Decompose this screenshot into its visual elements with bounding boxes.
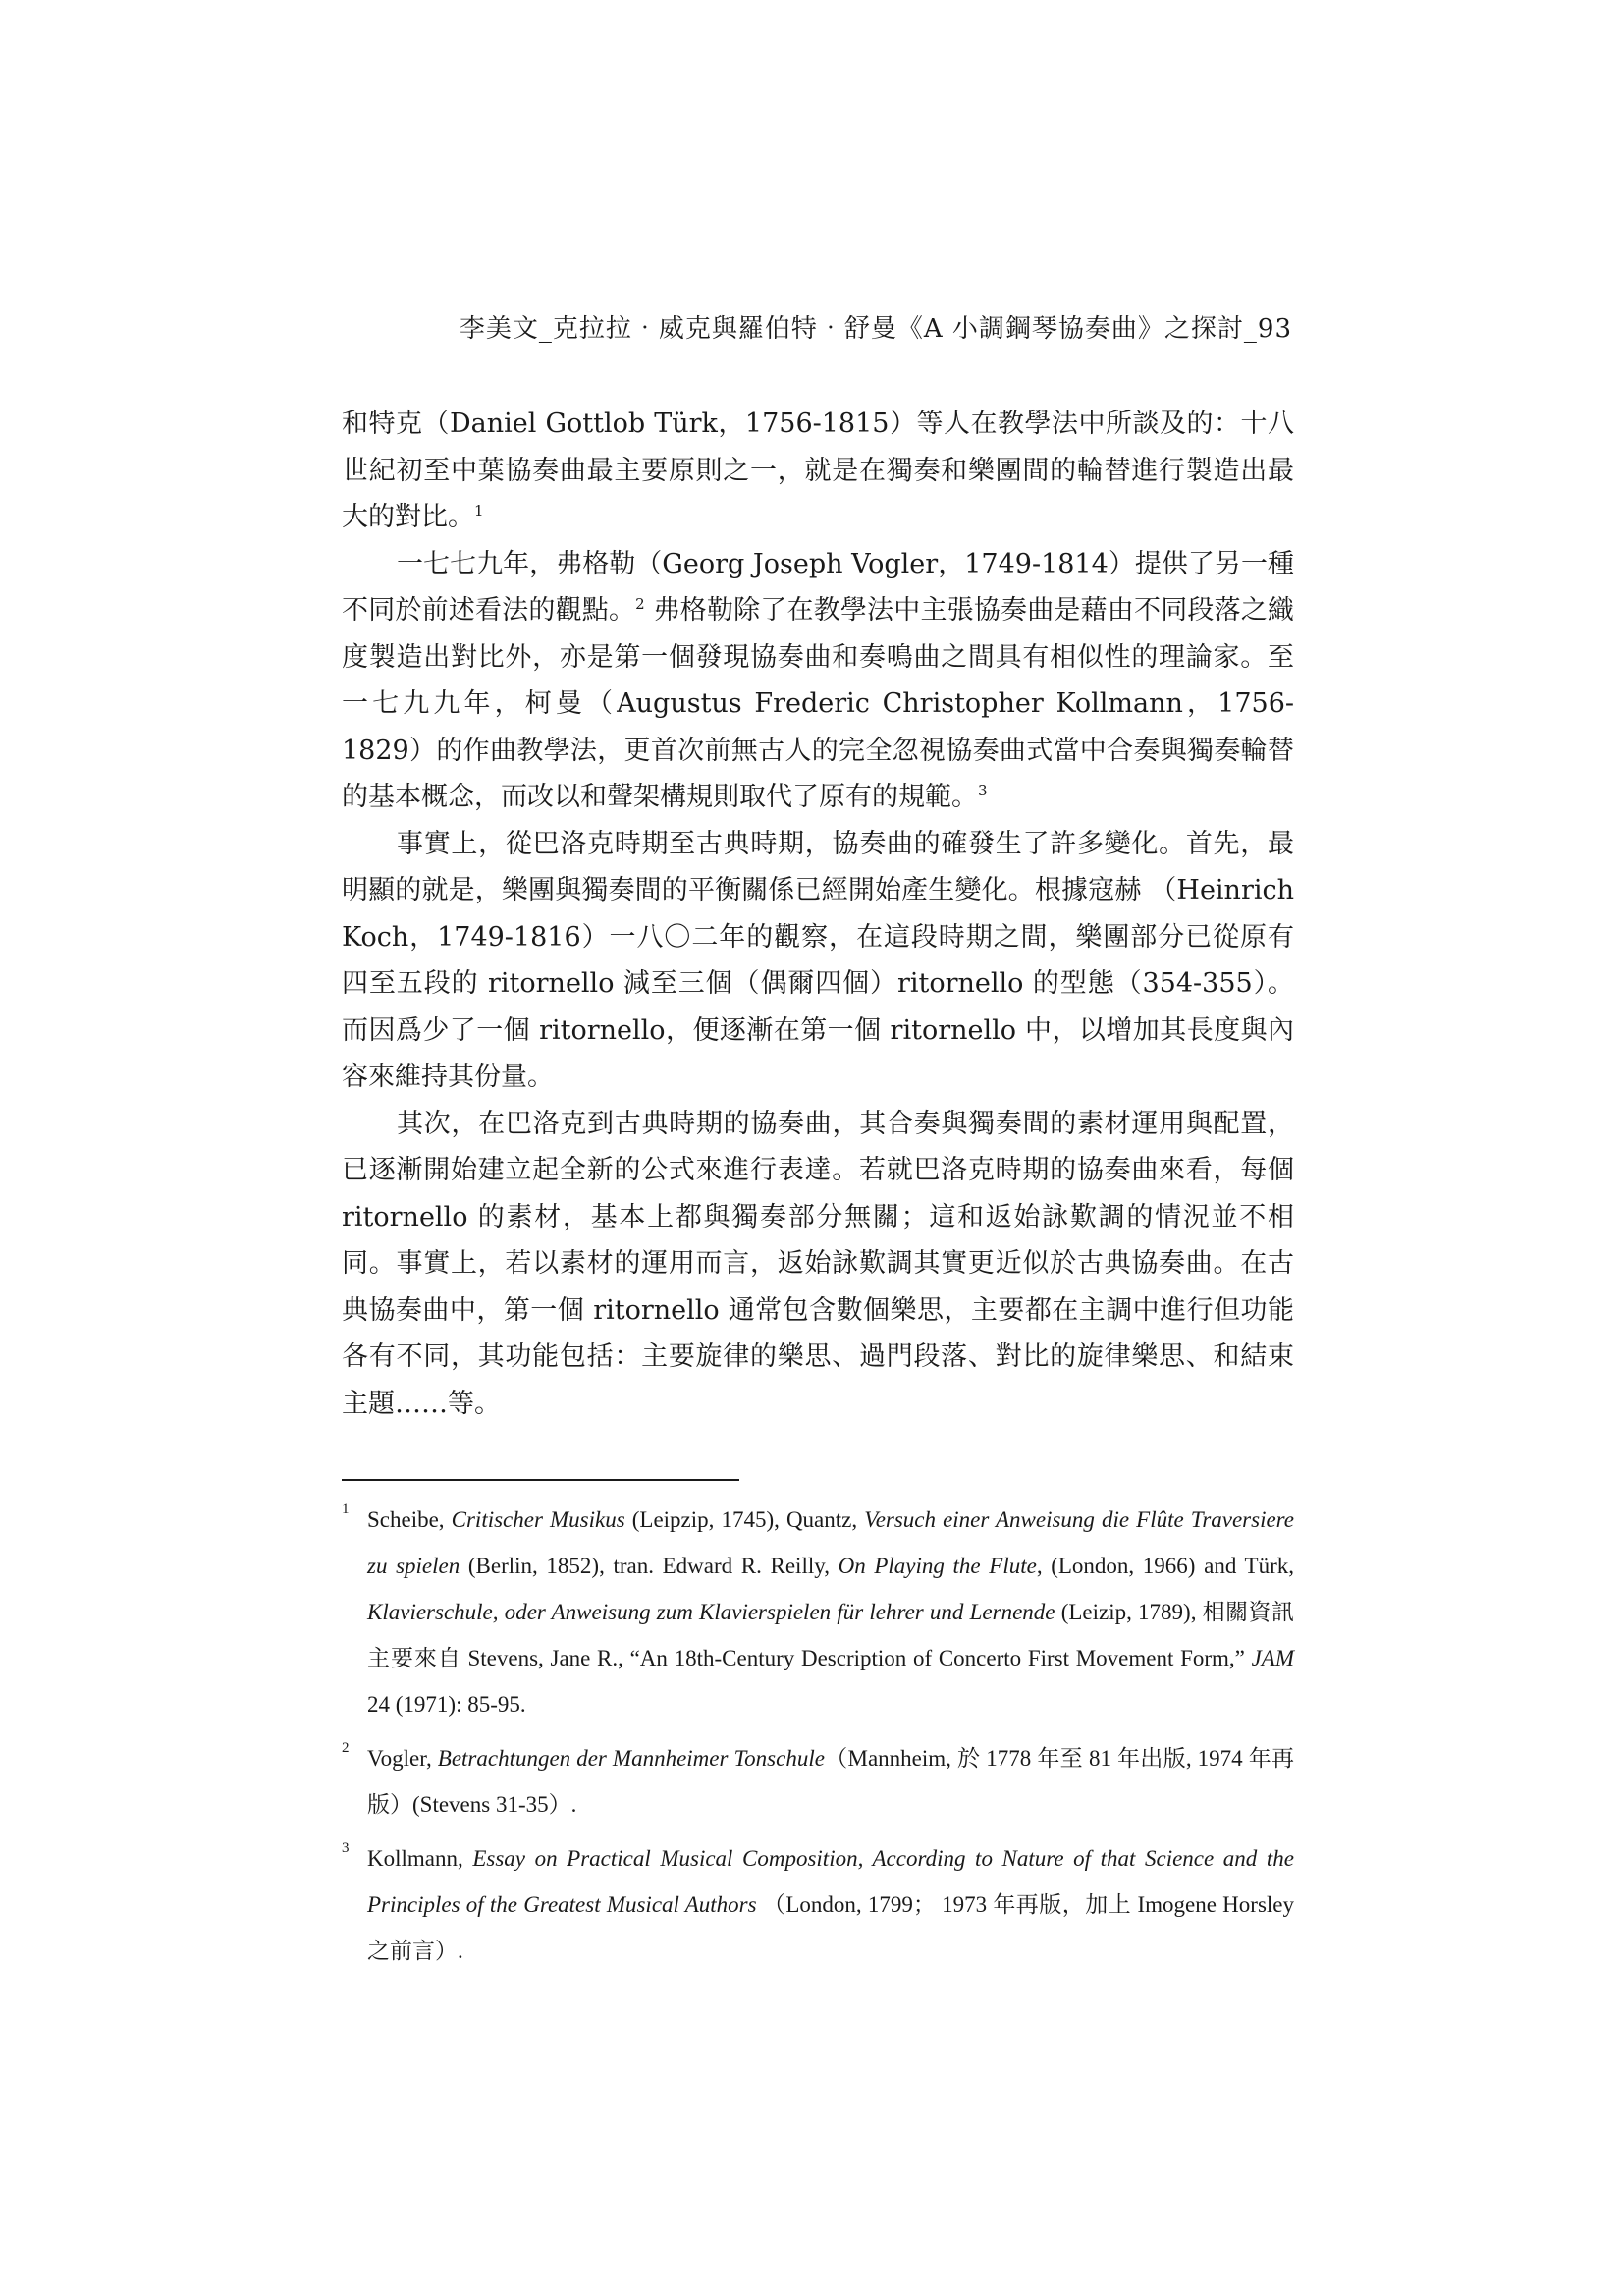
footnote-1 [342, 1497, 1294, 1727]
paragraph-1-text: 和特克（Daniel Gottlob Türk，1756-1815）等人在教學法中所談及的：十八世紀初至中葉協奏曲最主要原則之一，就是在獨奏和樂團間的輪替進行製造出最大的對比。 [342, 409, 1294, 532]
footnote-ref-1[interactable]: 1 [474, 502, 484, 519]
footnote-text: Vogler, [367, 1746, 438, 1771]
footnote-title: Essay on Practical Musical Composition, According to Nature of that Science and the Principles of the Greatest Musical Authors [367, 1846, 1294, 1917]
footnote-text: , (London, 1966) and Türk, [1036, 1554, 1294, 1578]
paragraph-4-text: 其次，在巴洛克到古典時期的協奏曲，其合奏與獨奏間的素材運用與配置，已逐漸開始建立起全新的公式來進行表達。若就巴洛克時期的協奏曲來看，每個 ritornello 的素材，基本上都與獨奏部分無關；這和返始詠歎調的情況並不相同。事實上，若以素材的運用而言，返始詠歎調其實更近似於古典協奏曲。在古典協奏曲中，第一個 ritornello 通常包含數個樂思，主要都在主調中進行但功能各有不同，其功能包括：主要旋律的樂思、過門段落、對比的旋律樂思、和結束主題……等。 [342, 1108, 1294, 1419]
footnote-number: 2 [342, 1740, 350, 1756]
footnote-title: On Playing the Flute [838, 1554, 1037, 1578]
footnote-text: （London, 1799； 1973 年再版，加上 Imogene Horsley 之前言）. [367, 1892, 1294, 1963]
paragraph-3-text: 事實上，從巴洛克時期至古典時期，協奏曲的確發生了許多變化。首先，最明顯的就是，樂團與獨奏間的平衡關係已經開始產生變化。根據寇赫 （Heinrich Koch，1749-1816）一八〇二年的觀察，在這段時期之間，樂團部分已從原有四至五段的 ritornello 減至三個（偶爾四個）ritornello 的型態（354-355）。而因爲少了一個 ritornello，便逐漸在第一個 ritornello 中，以增加其長度與內容來維持其份量。 [342, 828, 1294, 1092]
footnote-number: 3 [342, 1840, 350, 1856]
running-header: 李美文_克拉拉‧威克與羅伯特‧舒曼《A 小調鋼琴協奏曲》之探討_93 [459, 314, 1292, 344]
footnote-title: Klavierschule, oder Anweisung zum Klavierspielen für lehrer und Lernende [367, 1600, 1055, 1624]
footnote-text: (Berlin, 1852), tran. Edward R. Reilly, [460, 1554, 839, 1578]
paragraph-2-text-b: 弗格勒除了在教學法中主張協奏曲是藉由不同段落之織度製造出對比外，亦是第一個發現協奏曲和奏鳴曲之間具有相似性的理論家。至一七九九年，柯曼（Augustus Frederic Christopher Kollmann，1756-1829）的作曲教學法，更首次前無古人的完全忽視協奏曲式當中合奏與獨奏輪替的基本概念，而改以和聲架構規則取代了原有的規範。 [342, 595, 1294, 812]
footnote-text: (Leizip, 1789), 相關資訊主要來自 Stevens, Jane R., “An 18th-Century Description of Concerto First Movement Form,” [367, 1600, 1294, 1670]
footnote-2 [342, 1735, 1294, 1828]
footnote-text: 24 (1971): 85-95. [367, 1692, 526, 1717]
body-text [342, 401, 1294, 1427]
footnote-separator [342, 1479, 739, 1481]
footnote-title: Critischer Musikus [451, 1507, 625, 1532]
paragraph-1 [342, 401, 1294, 541]
footnote-ref-3[interactable]: 3 [978, 782, 988, 799]
footnote-text: (Leipzip, 1745), Quantz, [624, 1507, 865, 1532]
footnote-3 [342, 1835, 1294, 1974]
paragraph-4 [342, 1101, 1294, 1428]
paragraph-3 [342, 821, 1294, 1101]
footnote-text: （Mannheim, 於 1778 年至 81 年出版, 1974 年再版）(Stevens 31-35）. [367, 1746, 1294, 1817]
footnote-text: Scheibe, [367, 1507, 452, 1532]
footnote-text: Kollmann, [367, 1846, 473, 1871]
footnote-ref-2[interactable]: 2 [635, 595, 645, 613]
footnote-number: 1 [342, 1502, 350, 1517]
footnote-title: Betrachtungen der Mannheimer Tonschule [437, 1746, 825, 1771]
paragraph-2-text-a: 一七七九年，弗格勒（Georg Joseph Vogler，1749-1814）提供了另一種不同於前述看法的觀點。 [342, 548, 1294, 626]
footnotes [342, 1497, 1294, 1974]
footnote-title: Versuch einer Anweisung die Flûte Traversiere zu spielen [367, 1507, 1294, 1578]
paragraph-2 [342, 541, 1294, 821]
footnote-title: JAM [1251, 1646, 1294, 1670]
